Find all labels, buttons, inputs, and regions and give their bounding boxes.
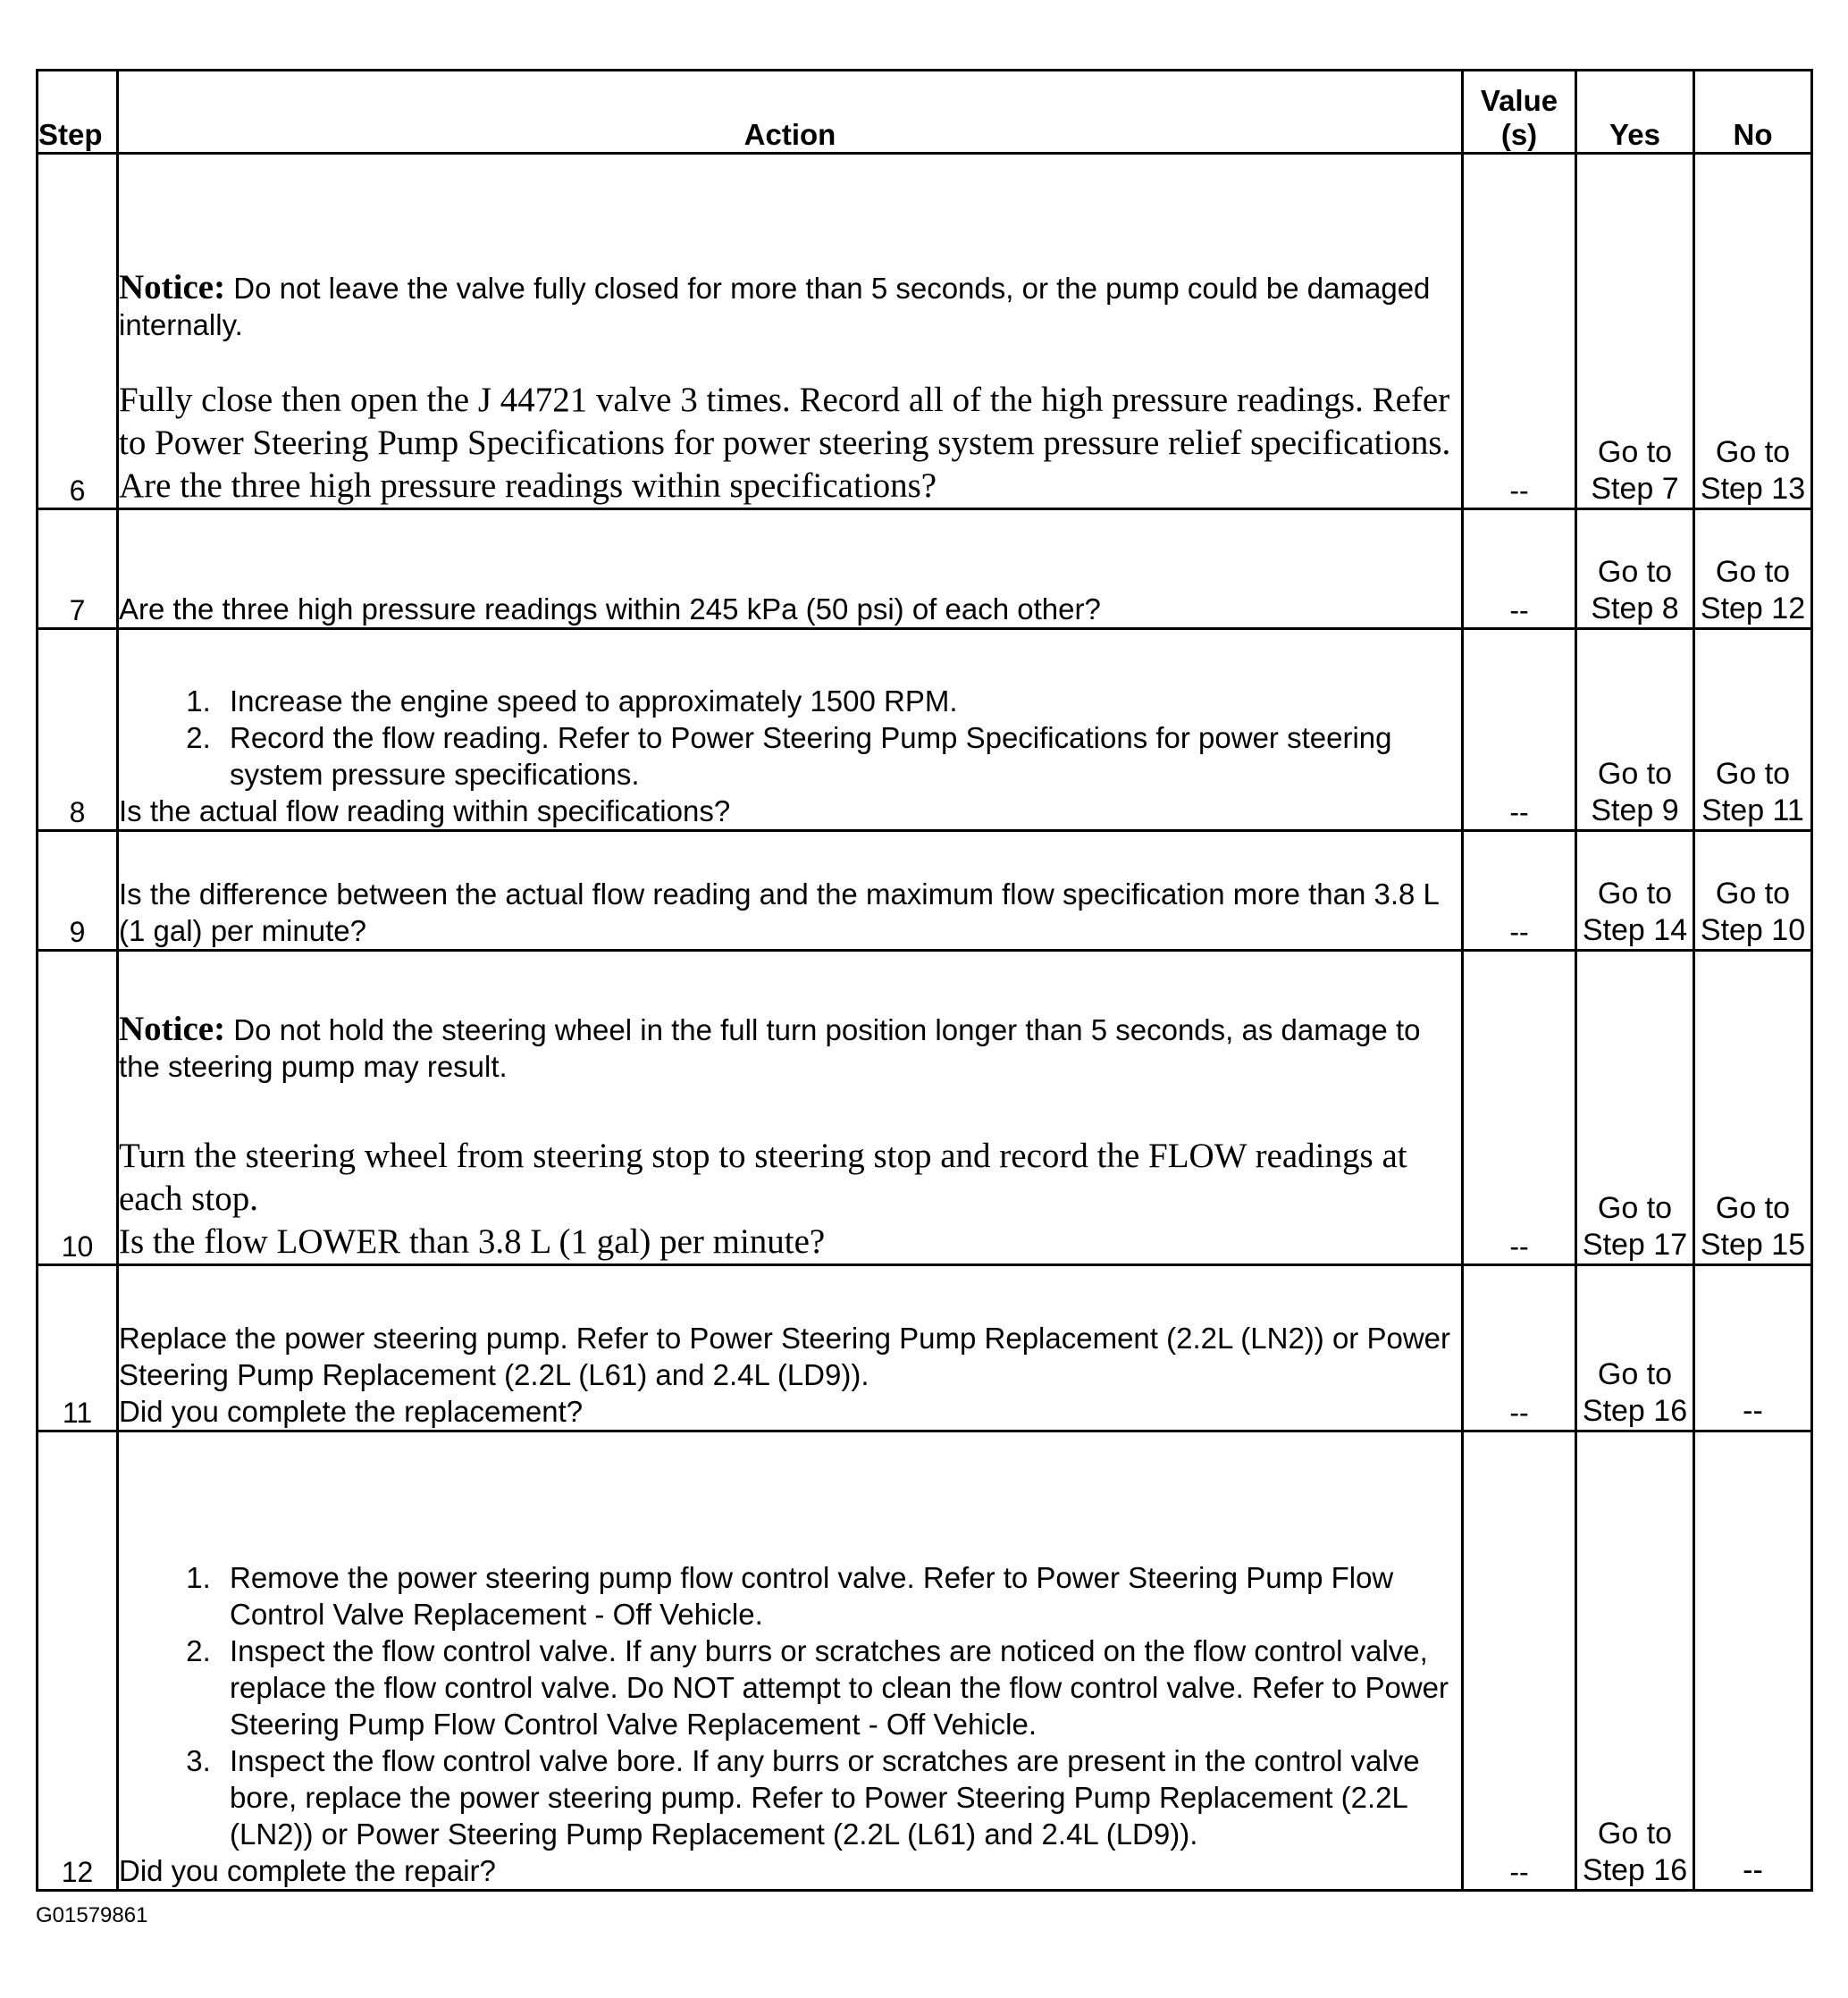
notice-label: Notice:	[119, 268, 226, 306]
list-item: 2. Inspect the flow control valve. If any burrs or scratches are noticed on the flow control valve, replace the flow control valve. Do NOT attempt to clean the flow control valve. Refer to Power Steering Pump Flow Control Valve Replacement - Off Vehicle.	[219, 1633, 1461, 1742]
no-cell: --	[1694, 1431, 1812, 1891]
yes-cell: Go to Step 7	[1576, 154, 1694, 509]
yes-cell: Go to Step 9	[1576, 629, 1694, 831]
table-row	[38, 509, 1812, 629]
header-row	[38, 71, 1812, 154]
table-row	[38, 629, 1812, 831]
notice	[119, 269, 1461, 343]
table-row	[38, 154, 1812, 509]
step-number: 9	[38, 831, 118, 951]
header-yes: Yes	[1576, 71, 1694, 154]
no-cell: Go to Step 11	[1694, 629, 1812, 831]
action-cell	[118, 831, 1463, 951]
notice-label: Notice:	[119, 1010, 226, 1048]
header-no: No	[1694, 71, 1812, 154]
no-cell: Go to Step 12	[1694, 509, 1812, 629]
value-cell: --	[1463, 154, 1576, 509]
table-row	[38, 1431, 1812, 1891]
question-text: Are the three high pressure readings within specifications?	[119, 466, 937, 505]
header-action: Action	[118, 71, 1463, 154]
step-list	[119, 1559, 1461, 1852]
question-text: Did you complete the replacement?	[119, 1395, 584, 1428]
step-number: 8	[38, 629, 118, 831]
list-item: 1. Remove the power steering pump flow control valve. Refer to Power Steering Pump Flow Control Valve Replacement - Off Vehicle.	[219, 1559, 1461, 1633]
notice	[119, 1011, 1461, 1085]
question-text: Did you complete the repair?	[119, 1854, 496, 1887]
step-number: 12	[38, 1431, 118, 1891]
list-item: 1. Increase the engine speed to approximately 1500 RPM.	[219, 683, 1461, 719]
diagnostic-table	[36, 69, 1813, 1892]
action-cell	[118, 1431, 1463, 1891]
notice-text: Do not leave the valve fully closed for more than 5 seconds, or the pump could be damaged internally.	[119, 272, 1431, 341]
step-number: 6	[38, 154, 118, 509]
list-item: 3. Inspect the flow control valve bore. If any burrs or scratches are present in the control valve bore, replace the power steering pump. Refer to Power Steering Pump Replacement (2.2L (LN2)) or Power Steering Pump Replacement (2.2L (L61) and 2.4L (LD9)).	[219, 1742, 1461, 1852]
question-text: Are the three high pressure readings within 245 kPa (50 psi) of each other?	[119, 592, 1101, 625]
step-number: 7	[38, 509, 118, 629]
value-cell: --	[1463, 629, 1576, 831]
yes-cell: Go to Step 8	[1576, 509, 1694, 629]
step-number: 10	[38, 951, 118, 1265]
question-text: Is the difference between the actual flow reading and the maximum flow specification more than 3.8 L (1 gal) per minute?	[119, 877, 1439, 947]
instruction-text: Fully close then open the J 44721 valve 3 times. Record all of the high pressure readings. Refer to Power Steering Pump Specifications for power steering system pressure relief specifications.	[119, 381, 1451, 462]
action-cell	[118, 1265, 1463, 1431]
yes-cell: Go to Step 17	[1576, 951, 1694, 1265]
action-cell	[118, 629, 1463, 831]
header-value: Value (s)	[1463, 71, 1576, 154]
value-cell: --	[1463, 509, 1576, 629]
step-number: 11	[38, 1265, 118, 1431]
value-cell: --	[1463, 831, 1576, 951]
figure-id: G01579861	[36, 1903, 148, 1927]
yes-cell: Go to Step 14	[1576, 831, 1694, 951]
yes-cell: Go to Step 16	[1576, 1265, 1694, 1431]
value-cell: --	[1463, 951, 1576, 1265]
question-text: Is the flow LOWER than 3.8 L (1 gal) per minute?	[119, 1222, 826, 1261]
no-cell: Go to Step 13	[1694, 154, 1812, 509]
value-cell: --	[1463, 1431, 1576, 1891]
instruction-text: Turn the steering wheel from steering stop to steering stop and record the FLOW readings at each stop.	[119, 1137, 1407, 1218]
action-cell	[118, 154, 1463, 509]
question-text: Is the actual flow reading within specifications?	[119, 794, 731, 827]
list-item: 2. Record the flow reading. Refer to Power Steering Pump Specifications for power steering system pressure specifications.	[219, 719, 1461, 793]
yes-cell: Go to Step 16	[1576, 1431, 1694, 1891]
table-row	[38, 831, 1812, 951]
action-cell	[118, 951, 1463, 1265]
no-cell: --	[1694, 1265, 1812, 1431]
table-row	[38, 951, 1812, 1265]
no-cell: Go to Step 15	[1694, 951, 1812, 1265]
step-list	[119, 683, 1461, 793]
instruction-text: Replace the power steering pump. Refer to Power Steering Pump Replacement (2.2L (LN2)) or Power Steering Pump Replacement (2.2L (L61) and 2.4L (LD9)).	[119, 1322, 1450, 1391]
no-cell: Go to Step 10	[1694, 831, 1812, 951]
table-row	[38, 1265, 1812, 1431]
action-cell	[118, 509, 1463, 629]
header-step: Step	[38, 71, 118, 154]
value-cell: --	[1463, 1265, 1576, 1431]
notice-text: Do not hold the steering wheel in the full turn position longer than 5 seconds, as damage to the steering pump may result.	[119, 1013, 1421, 1083]
